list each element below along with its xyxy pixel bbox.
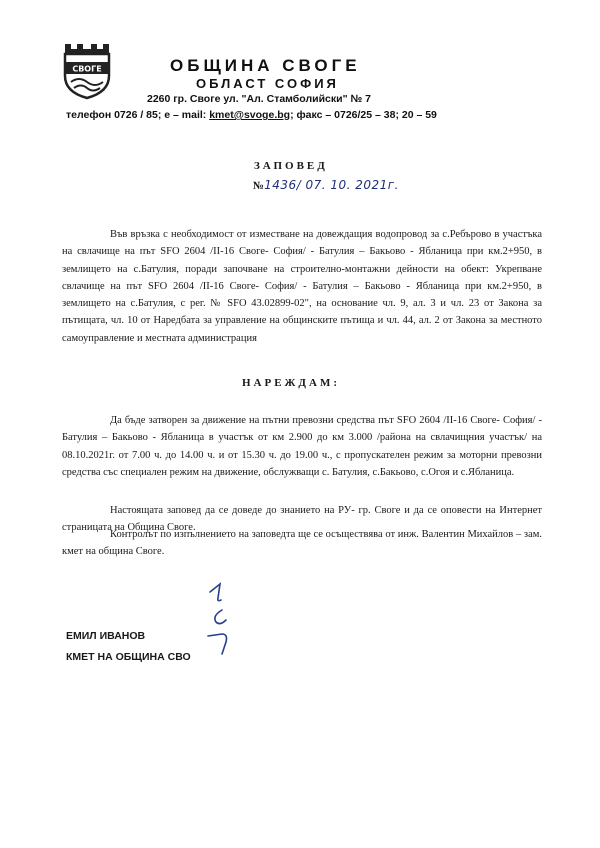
org-contact	[66, 109, 437, 121]
org-address: 2260 гр. Своге ул. "Ал. Стамболийски" № 7	[147, 93, 371, 105]
handwritten-number: 1436/ 07. 10. 2021г.	[264, 178, 399, 192]
org-name: ОБЩИНА СВОГЕ	[170, 56, 361, 75]
signature-icon	[196, 580, 256, 660]
document-title: ЗАПОВЕД	[254, 160, 328, 172]
number-label: №	[253, 180, 265, 192]
decree-heading: НАРЕЖДАМ:	[242, 377, 340, 389]
contact-phone: телефон 0726 / 85; е – mail:	[66, 109, 210, 121]
signer-name: ЕМИЛ ИВАНОВ	[66, 630, 146, 642]
municipality-crest-icon	[62, 40, 112, 100]
paragraph-preamble: Във връзка с необходимост от изместване на довеждащия водопровод за с.Ребърово в участъка на свлачище на път SFO 2604 /II-16 Своге- София/ - Батулия – Бакьово - Ябланица при км.2+950, в землището на с.Батулия, поради започване на строително-монтажни дейности на обект: Укрепване свлачище на път SFO 2604 /II-16 Своге- София/ - Батулия – Бакьово - Ябланица при км.2+950, в землището на с.Батулия, с рег. № SFO 43.02899-02", на основание чл. 9, ал. 3 и чл. 23 от Закона за пътищата, чл. 10 от Наредбата за управление на общинските пътища и чл. 44, ал. 2 от Закона за местното самоуправление и местната администрация	[62, 229, 542, 344]
paragraph-order: Да бъде затворен за движение на пътни превозни средства път SFO 2604 /II-16 Своге- София/ - Батулия – Бакьово - Ябланица в участък от км 2.900 до км 3.000 /района на свлачищния участък/ на 08.10.2021г. от 7.00 ч. до 14.00 ч. и от 15.30 ч. до 19.00 ч., с пропускателен режим за моторни превозни средства със специален режим на движение, обслужващи с. Батулия, с.Бакьово, с.Огоя и с.Ябланица.	[62, 415, 542, 478]
signer-title: КМЕТ НА ОБЩИНА СВО	[66, 651, 191, 663]
document-number	[253, 178, 399, 192]
contact-fax: ; факс – 0726/25 – 38; 20 – 59	[290, 109, 437, 121]
region-name: ОБЛАСТ СОФИЯ	[196, 76, 339, 91]
paragraph-control: Контролът по изпълнението на заповедта ще се осъществява от инж. Валентин Михайлов – зам. кмет на община Своге.	[62, 529, 542, 558]
paragraph-notification: Настоящата заповед да се доведе до знанието на РУ- гр. Своге и да се оповести на Интернет страницата на Община Своге.	[62, 505, 542, 534]
contact-email-link[interactable]: kmet@svoge.bg	[209, 109, 291, 121]
svg-text:СВОГЕ: СВОГЕ	[72, 64, 102, 74]
